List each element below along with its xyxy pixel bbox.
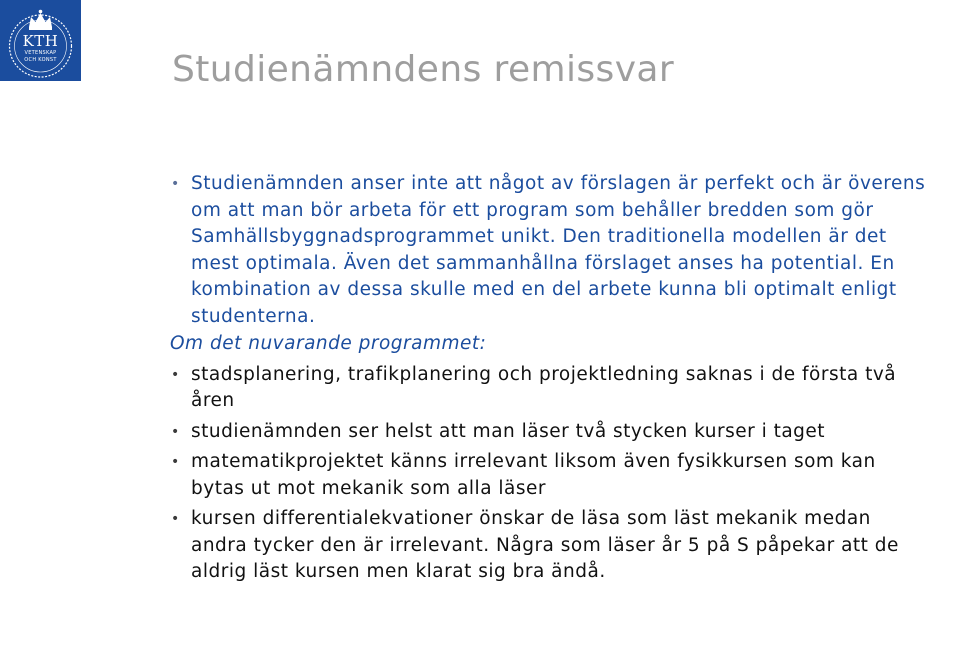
slide-title: Studienämndens remissvar (172, 49, 675, 90)
list-item-4: • kursen differentialekvationer önskar de läsa som läst mekanik medan andra tycker den är irrelevant. Några som läser år 5 på S påpekar att de aldrig läst kursen men klarat sig bra ändå. (170, 506, 930, 586)
logo-line-1: VETENSKAP (24, 50, 57, 56)
list-item-1: • stadsplanering, trafikplanering och projektledning saknas i de första två åren (170, 362, 930, 415)
sub-heading: Om det nuvarande programmet: (170, 333, 487, 354)
list-item-2: • studienämnden ser helst att man läser två stycken kurser i taget (170, 419, 930, 446)
logo-name: KTH (22, 32, 59, 50)
kth-logo (0, 0, 81, 81)
logo-line-2: OCH KONST (24, 57, 57, 63)
slide-content (170, 171, 930, 590)
list-item-3: • matematikprojektet känns irrelevant liksom även fysikkursen som kan bytas ut mot mekanik som alla läser (170, 449, 930, 502)
main-point: • Studienämnden anser inte att något av förslagen är perfekt och är överens om att man bör arbeta för ett program som behåller bredden som gör Samhällsbyggnadsprogrammet unikt. Den traditionella modellen är det mest optimala. Även det sammanhållna förslaget anses ha potential. En kombination av dessa skulle med en del arbete kunna bli optimalt enligt studenterna. (170, 171, 930, 330)
